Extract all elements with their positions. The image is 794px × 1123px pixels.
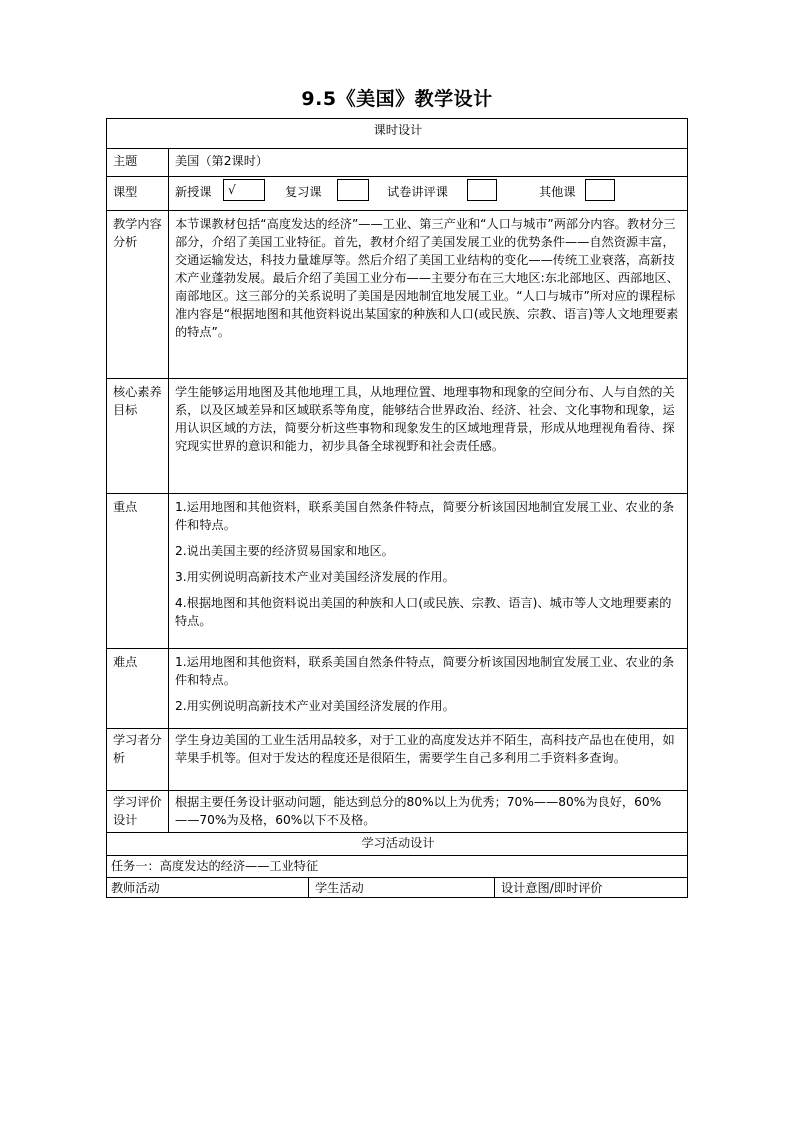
list-item: 4.根据地图和其他资料说出美国的种族和人口(或民族、宗教、语言)、城市等人文地理要素的特点。	[175, 596, 672, 628]
column-header-design-intent: 设计意图/即时评价	[501, 881, 603, 895]
row-lesson-type	[107, 176, 687, 210]
row-label: 学习者分析	[107, 729, 169, 790]
row-key-points	[107, 493, 687, 648]
list-item: 2.说出美国主要的经济贸易国家和地区。	[175, 544, 394, 558]
option-exam-review-lesson: 试卷讲评课	[387, 185, 448, 199]
row-value: 学生身边美国的工业生活用品较多，对于工业的高度发达并不陌生，高科技产品也在使用，如苹果手机等。但对于发达的程度还是很陌生，需要学生自己多利用二手资料多查询。	[175, 733, 675, 765]
activity-column-headers	[107, 877, 687, 898]
row-learner-analysis	[107, 728, 687, 790]
row-label: 教学内容分析	[107, 211, 169, 378]
row-label: 核心素养目标	[107, 379, 169, 493]
section-title: 课时设计	[373, 123, 423, 137]
row-task-one	[107, 855, 687, 877]
row-label: 课型	[107, 177, 169, 210]
option-new-lesson: 新授课	[175, 185, 212, 199]
row-value: 根据主要任务设计驱动问题，能达到总分的80%以上为优秀；70%——80%为良好，60%——70%为及格，60%以下不及格。	[175, 795, 662, 827]
row-value: 本节课教材包括“高度发达的经济”——工业、第三产业和“人口与城市”两部分内容。教材分三部分，介绍了美国工业特征。首先，教材介绍了美国发展工业的优势条件——自然资源丰富，交通运输发达，科技力量雄厚等。然后介绍了美国工业结构的变化——传统工业衰落，高新技术产业蓬勃发展。最后介绍了美国工业分布——主要分布在三大地区:东北部地区、西部地区、南部地区。这三部分的关系说明了美国是因地制宜地发展工业。“人口与城市”所对应的课程标准内容是“根据地图和其他资料说出某国家的种族和人口(或民族、宗教、语言)等人文地理要素的特点”。	[175, 217, 679, 339]
column-header-teacher: 教师活动	[107, 878, 309, 898]
checkbox-new-lesson[interactable]: √	[223, 179, 265, 201]
list-item: 3.用实例说明高新技术产业对美国经济发展的作用。	[175, 570, 455, 584]
section-header-lesson-design	[107, 119, 687, 148]
list-item: 1.运用地图和其他资料，联系美国自然条件特点，简要分析该国因地制宜发展工业、农业的条件和特点。	[175, 655, 675, 687]
checkbox-review-lesson[interactable]	[337, 179, 369, 201]
row-value: 美国（第2课时）	[175, 154, 269, 168]
list-item: 2.用实例说明高新技术产业对美国经济发展的作用。	[175, 699, 455, 713]
row-label: 主题	[107, 149, 169, 176]
task-title: 任务一：高度发达的经济——工业特征	[111, 859, 319, 873]
difficult-points-list	[169, 649, 687, 728]
row-evaluation-design	[107, 790, 687, 832]
row-core-literacy	[107, 378, 687, 493]
row-difficult-points	[107, 648, 687, 728]
row-label: 重点	[107, 494, 169, 648]
document-title: 9.5《美国》教学设计	[301, 88, 493, 110]
lesson-type-options	[169, 177, 687, 210]
option-other-lesson: 其他课	[539, 185, 576, 199]
lesson-plan-table	[106, 118, 688, 898]
section-header-activity-design	[107, 832, 687, 855]
row-label: 学习评价设计	[107, 791, 169, 832]
row-content-analysis	[107, 210, 687, 378]
option-review-lesson: 复习课	[285, 185, 322, 199]
checkbox-other-lesson[interactable]	[585, 179, 615, 201]
section-title: 学习活动设计	[361, 836, 435, 850]
list-item: 1.运用地图和其他资料，联系美国自然条件特点，简要分析该国因地制宜发展工业、农业的条件和特点。	[175, 500, 675, 532]
key-points-list	[169, 494, 687, 648]
column-header-student: 学生活动	[309, 878, 495, 898]
row-topic	[107, 148, 687, 176]
checkbox-exam-review-lesson[interactable]	[467, 179, 497, 201]
row-label: 难点	[107, 649, 169, 728]
row-value: 学生能够运用地图及其他地理工具，从地理位置、地理事物和现象的空间分布、人与自然的关系，以及区域差异和区域联系等角度，能够结合世界政治、经济、社会、文化事物和现象，运用认识区域的方法，简要分析这些事物和现象发生的区域地理背景，形成从地理视角看待、探究现实世界的意识和能力，初步具备全球视野和社会责任感。	[175, 385, 675, 453]
